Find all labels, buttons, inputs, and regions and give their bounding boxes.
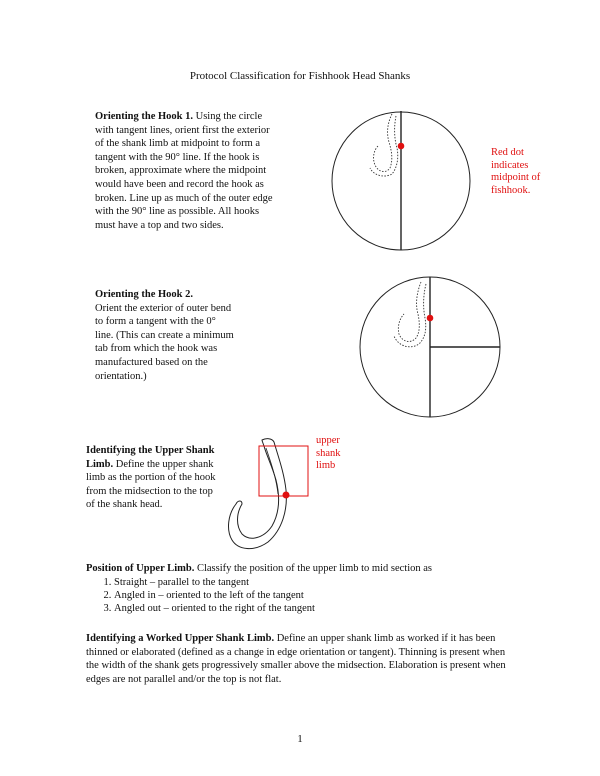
midpoint-red-dot [283, 492, 290, 499]
upper-shank-limb-annotation: upper shank limb [316, 435, 341, 471]
page-title: Protocol Classification for Fishhook Head Shanks [189, 70, 411, 82]
section-heading: Orienting the Hook 1. [95, 111, 194, 122]
position-list [86, 576, 526, 616]
section-body: Define an upper shank limb as worked if it has been thinned or elaborated (defined as a change in edge orientation or tangent). Thinning is present when the width of the shank gets progressively smaller above the midsection. Elaboration is present when edges are not parallel and/or the top is not flat. [86, 633, 506, 685]
list-item: 3. Angled out – oriented to the right of the tangent [114, 602, 526, 615]
section-body: Using the circle with tangent lines, orient first the exterior of the shank limb at midpoint to form a tangent with the 90° line. If the hook is broken, approximate where the midpoint would have been and record the hook as broken. Line up as much of the outer edge with the 90° line as possible. All hooks must have a top and two sides. [95, 111, 273, 231]
section-position-upper-limb [86, 562, 526, 616]
section-worked-upper-shank-limb [86, 632, 511, 686]
section-body: Define the upper shank limb as the portion of the hook from the midsection to the top of the shank head. [86, 458, 216, 511]
section-body: Classify the position of the upper limb to mid section as [196, 563, 433, 574]
section-heading: Orienting the Hook 2. [95, 289, 194, 300]
page-number: 1 [297, 733, 303, 745]
section-heading: Identifying the Upper Shank Limb. [86, 445, 215, 470]
list-item: 1. Straight – parallel to the tangent [114, 576, 526, 589]
section-body: Orient the exterior of outer bend to form a tangent with the 0° line. (This can create a minimum tab from which the hook was manufactured based on the orientation.) [95, 302, 234, 382]
red-dot-annotation: Red dot indicates midpoint of fishhook. [491, 147, 541, 196]
fishhook-inner-line [266, 448, 278, 494]
section-heading: Position of Upper Limb. [86, 563, 195, 574]
section-heading: Identifying a Worked Upper Shank Limb. [86, 633, 275, 644]
list-item: 2. Angled in – oriented to the left of the tangent [114, 589, 526, 602]
